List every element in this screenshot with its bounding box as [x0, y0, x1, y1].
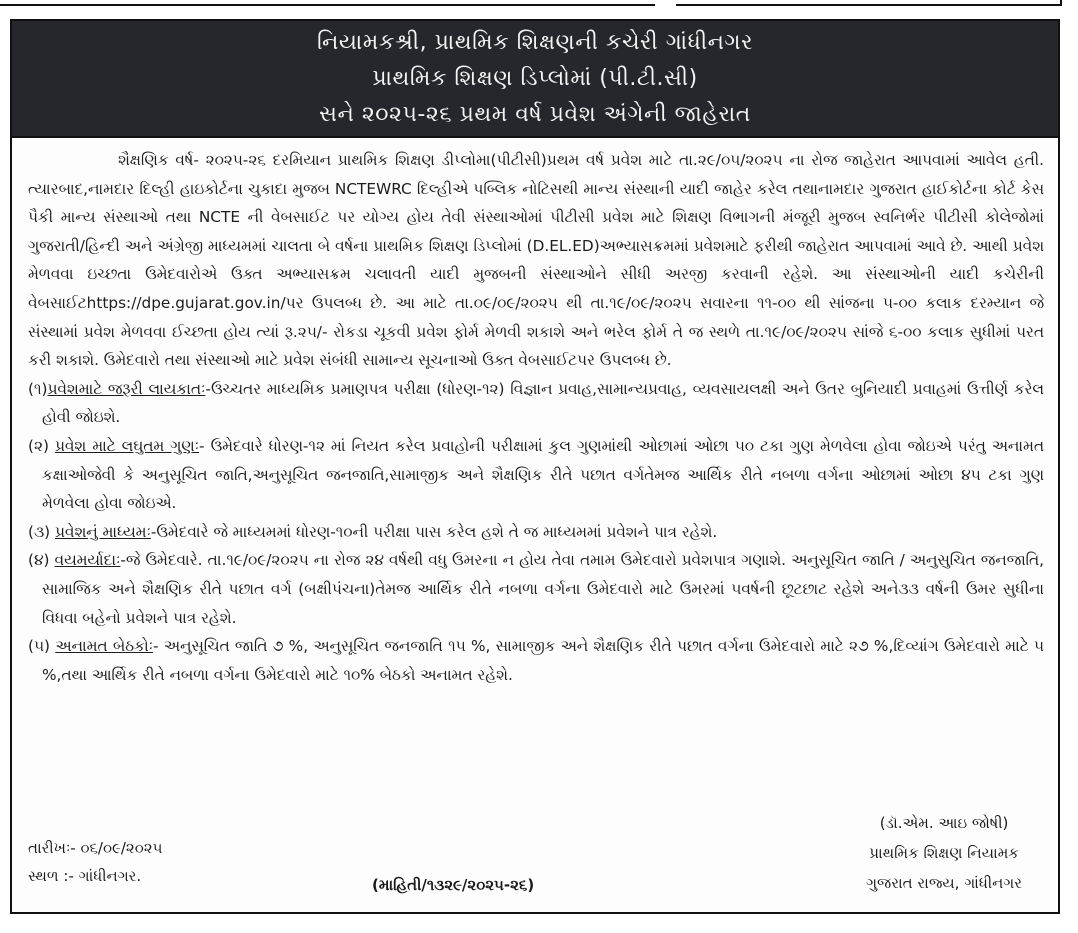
- banner-office-title: નિયામકશ્રી, પ્રાથમિક શિક્ષણની કચેરી ગાંધીનગર: [317, 29, 753, 55]
- signature-block: [866, 808, 1022, 898]
- clause-reserved-seats: [28, 632, 1044, 689]
- notice-banner: [12, 21, 1058, 138]
- clause-minimum-marks: [28, 432, 1044, 518]
- date-place-block: [28, 834, 162, 890]
- notice-place: સ્થળ :- ગાંધીનગર.: [28, 867, 142, 885]
- signatory-office: ગુજરાત રાજ્ય, ગાંધીનગર: [866, 874, 1022, 892]
- clause-heading: પ્રવેશનું માધ્યમઃ: [55, 522, 151, 541]
- clause-qualification: [28, 375, 1044, 432]
- clause-text: -ઉચ્ચતર માધ્યમિક પ્રમાણપત્ર પરીક્ષા (ધોરણ-૧૨) વિજ્ઞાન પ્રવાહ,સામાન્યપ્રવાહ, વ્યવસાયલક્ષી અને ઉતર બુનિયાદી પ્રવાહમાં ઉત્તીર્ણ કરેલ હોવી જોઇશે.: [42, 379, 1044, 427]
- clause-heading: પ્રવેશ માટે લઘુતમ ગુણઃ: [54, 436, 200, 455]
- notice-date: તારીખઃ- ૦૬/૦૯/૨૦૨૫: [28, 839, 163, 857]
- clause-number: (૨): [28, 436, 49, 455]
- banner-course-title: પ્રાથમિક શિક્ષણ ડિપ્લોમાં (પી.ટી.સી): [372, 65, 698, 91]
- intro-paragraph: શૈક્ષણિક વર્ષ- ૨૦૨૫-૨૬ દરમિયાન પ્રાથમિક શિક્ષણ ડીપ્લોમા(પીટીસી)પ્રથમ વર્ષ પ્રવેશ માટે તા.૨૯/૦૫/૨૦૨૫ ના રોજ જાહેરાત આપવામાં આવેલ હતી. ત્યારબાદ,નામદાર દિલ્હી હાઇકોર્ટના ચુકાદા મુજબ NCTEWRC દિલ્હીએ પબ્લિક નોટિસથી માન્ય સંસ્થાની યાદી જાહેર કરેલ તથાનામદાર ગુજરાત હાઈકોર્ટના કોર્ટ કેસ પૈકી માન્ય સંસ્થાઓ તથા NCTE ની વેબસાઈટ પર યોગ્ય હોય તેવી સંસ્થાઓમાં પીટીસી પ્રવેશ માટે શિક્ષણ વિભાગની મંજૂરી મુજબ સ્વનિર્ભર પીટીસી કોલેજોમાં ગુજરાતી/હિન્દી અને અંગ્રેજી માધ્યમમાં ચાલતા બે વર્ષના પ્રાથમિક શિક્ષણ ડિપ્લોમાં (D.EL.ED)અભ્યાસક્રમમાં પ્રવેશમાટે ફરીથી જાહેરાત આપવામાં આવે છે. આથી પ્રવેશ મેળવવા ઇચ્છતા ઉમેદવારોએ ઉક્ત અભ્યાસક્રમ ચલાવતી યાદી મુજબની સંસ્થાઓને સીધી અરજી કરવાની રહેશે. આ સંસ્થાઓની યાદી કચેરીની વેબસાઈટhttps://dpe.gujarat.gov.in/પર ઉપલબ્ધ છે. આ માટે તા.૦૯/૦૯/૨૦૨૫ થી તા.૧૯/૦૯/૨૦૨૫ સવારના ૧૧-૦૦ થી સાંજના ૫-૦૦ કલાક દરમ્યાન જે સંસ્થામાં પ્રવેશ મેળવવા ઈચ્છતા હોય ત્યાં રૂ.૨૫/- રોકડા ચૂકવી પ્રવેશ ફોર્મ મેળવી શકાશે અને ભરેલ ફોર્મ તે જ સ્થળે તા.૧૯/૦૯/૨૦૨૫ સાંજે ૬-૦૦ કલાક સુધીમાં પરત કરી શકાશે. ઉમેદવારો તથા સંસ્થાઓ માટે પ્રવેશ સંબંધી સામાન્ય સૂચનાઓ ઉક્ત વેબસાઈટપર ઉપલબ્ધ છે.: [28, 151, 1044, 370]
- clause-number: (૫): [28, 637, 50, 656]
- clause-age-limit: [28, 546, 1044, 632]
- clause-heading: અનામત બેઠકોઃ: [55, 637, 154, 656]
- clause-text: -જે ઉમેદવારે. તા.૧૯/૦૯/૨૦૨૫ ના રોજ ૨૪ વર્ષથી વધુ ઉમરના ન હોય તેવા તમામ ઉમેદવારો પ્રવેશપાત્ર ગણાશે. અનુસૂચિત જાતિ / અનુસુચિત જનજાતિ, સામાજિક અને શૈક્ષણિક રીતે પછાત વર્ગ (બક્ષીપંચના)તેમજ આર્થિક રીતે નબળા વર્ગના ઉમેદવારો માટે ઉમરમાં ૫વર્ષની છૂટછાટ રહેશે અને૩૩ વર્ષની ઉમર સુધીના વિધવા બહેનો પ્રવેશને પાત્ર રહેશે.: [42, 551, 1044, 627]
- banner-notice-title: સને ૨૦૨૫-૨૬ પ્રથમ વર્ષ પ્રવેશ અંગેની જાહેરાત: [319, 101, 751, 127]
- signatory-designation: પ્રાથમિક શિક્ષણ નિયામક: [869, 844, 1019, 862]
- clause-number: (૧): [28, 379, 48, 398]
- reference-number: (માહિતી/૧૩૨૯/૨૦૨૫-૨૬): [372, 876, 535, 894]
- clause-medium: [28, 518, 1044, 547]
- top-rule-left: [0, 0, 655, 6]
- signatory-name: (ડૉ.એમ. આઇ જોષી): [879, 814, 1009, 832]
- clause-heading: વયમર્યાદાઃ: [54, 551, 121, 570]
- clause-heading: પ્રવેશમાટે જરૂરી લાયકાતઃ: [47, 379, 206, 398]
- clause-text: -ઉમેદવારે જે માધ્યમમાં ધોરણ-૧૦ની પરીક્ષા પાસ કરેલ હશે તે જ માધ્યમમાં પ્રવેશને પાત્ર રહેશે.: [150, 522, 718, 541]
- notice-body: [12, 138, 1058, 689]
- clause-number: (૪): [28, 551, 50, 570]
- clause-text: - અનુસૂચિત જાતિ ૭ %, અનુસૂચિત જનજાતિ ૧૫ %, સામાજીક અને શૈક્ષણિક રીતે પછાત વર્ગના ઉમેદવારો માટે ૨૭ %,દિવ્યાંગ ઉમેદવારો માટે ૫ %,તથા આર્થિક રીતે નબળા વર્ગના ઉમેદવારો માટે ૧૦% બેઠકો અનામત રહેશે.: [42, 637, 1044, 684]
- notice-footer: [12, 812, 1058, 912]
- admission-notice: [10, 19, 1060, 914]
- clause-text: - ઉમેદવારે ધોરણ-૧૨ માં નિયત કરેલ પ્રવાહોની પરીક્ષામાં કુલ ગુણમાંથી ઓછામાં ઓછા ૫૦ ટકા ગુણ મેળવેલા હોવા જોઇએ પરંતુ અનામત કક્ષાઓજેવી કે અનુસૂચિત જાતિ,અનુસૂચિત જનજાતિ,સામાજીક અને શૈક્ષણિક રીતે પછાત વર્ગતેમજ આર્થિક રીતે નબળા વર્ગના ઓછામાં ઓછા ૪૫ ટકા ગુણ મેળવેલા હોવા જોઇએ.: [42, 436, 1044, 513]
- clause-number: (૩): [28, 522, 51, 541]
- top-rule-right: [676, 0, 1062, 6]
